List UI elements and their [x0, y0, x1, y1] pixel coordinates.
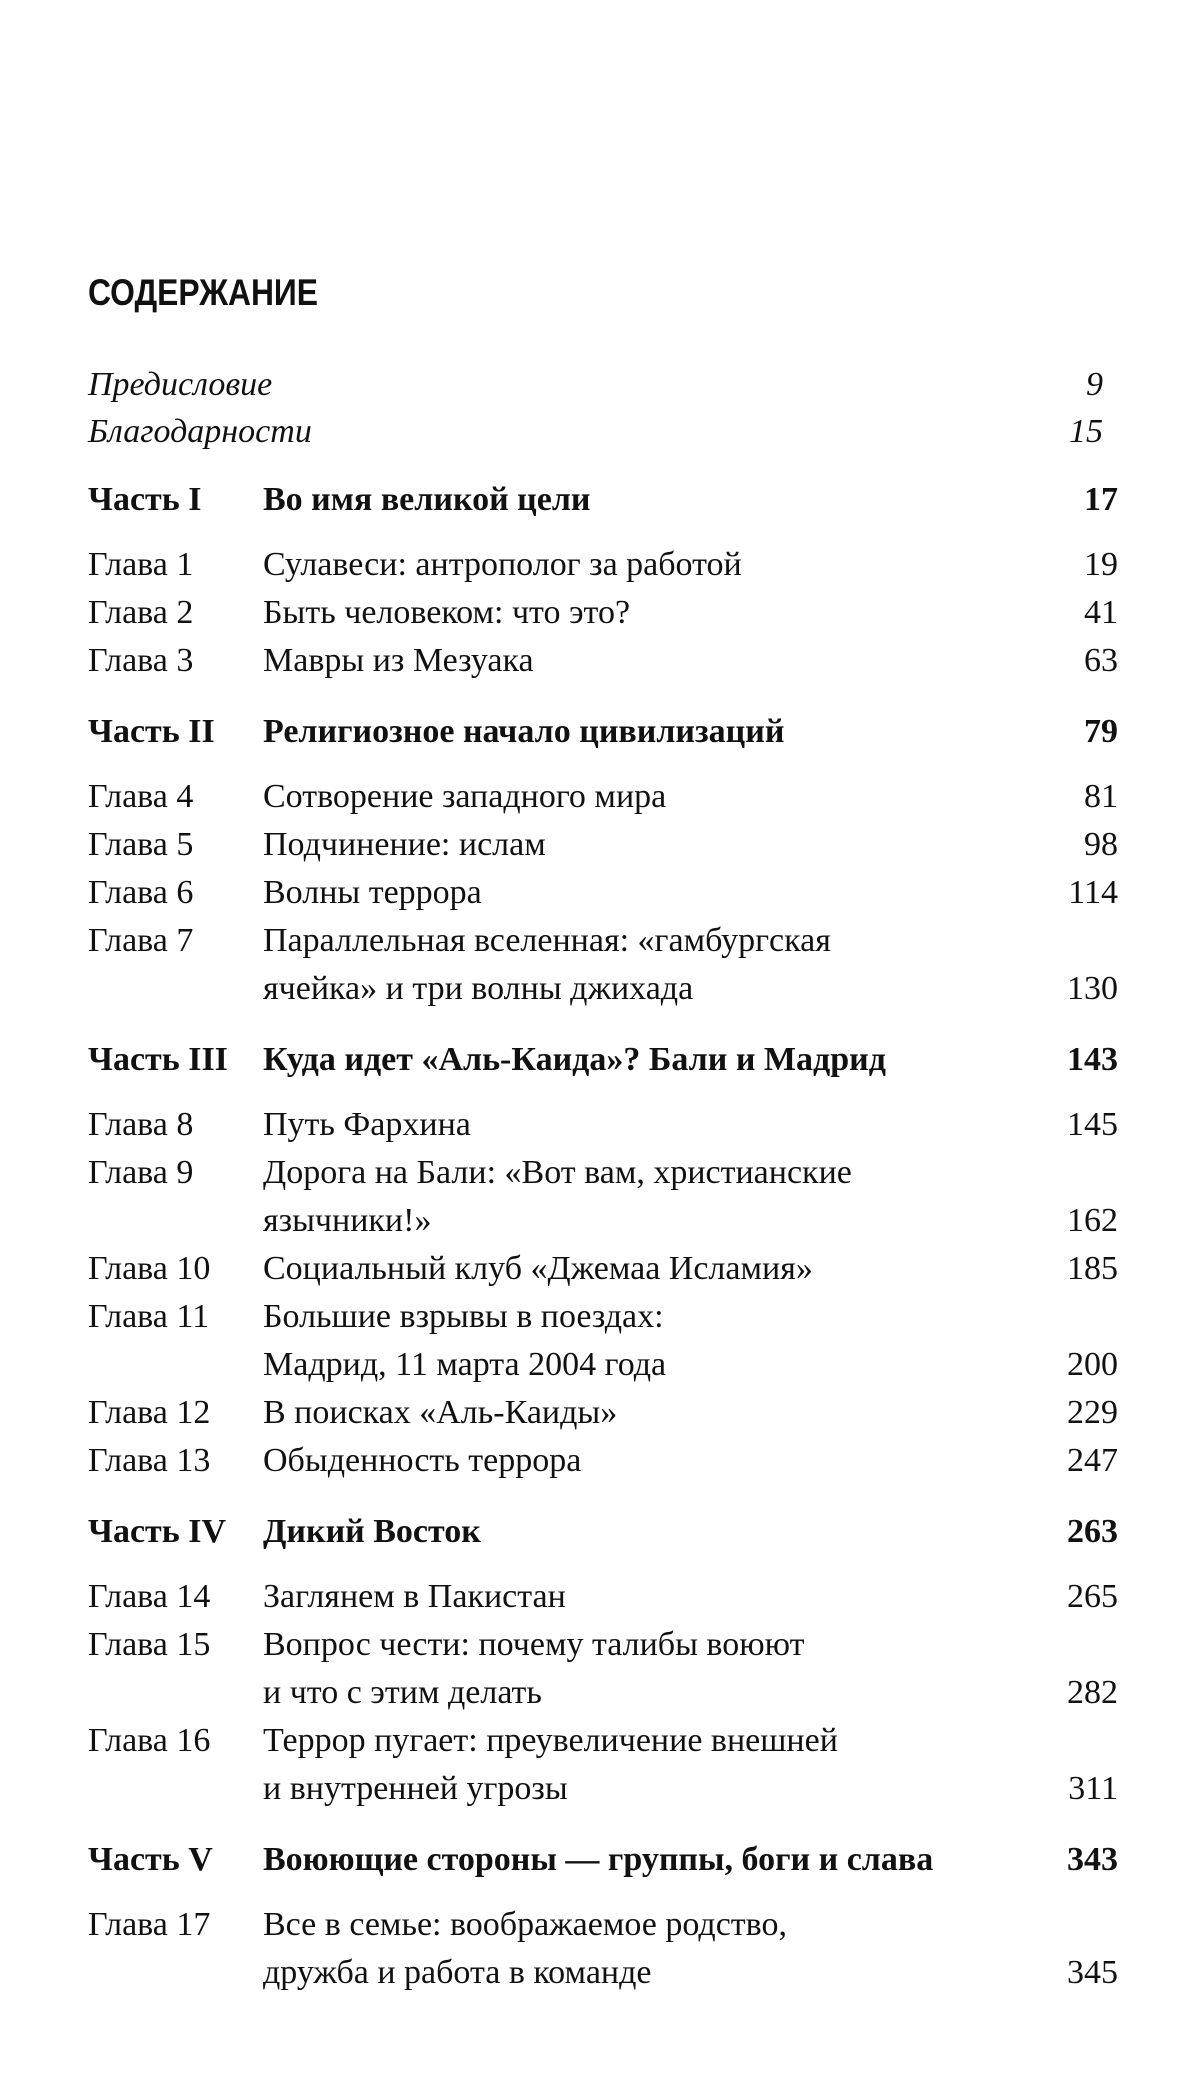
toc-part-3[interactable]	[88, 1036, 1118, 1084]
chapter-title: Сотворение западного мира	[263, 778, 667, 815]
chapter-title: Быть человеком: что это?	[263, 594, 631, 631]
chapter-title: Подчинение: ислам	[263, 826, 546, 863]
chapter-title-continued: Мадрид, 11 марта 2004 года	[263, 1346, 667, 1383]
chapter-page: 311	[1068, 1770, 1118, 1807]
chapter-page: 265	[1067, 1578, 1118, 1615]
chapter-page: 145	[1067, 1106, 1118, 1143]
chapter-title-continued: дружба и работа в команде	[263, 1954, 652, 1991]
chapter-page: 229	[1067, 1394, 1118, 1431]
toc-chapter-1[interactable]	[88, 541, 1118, 589]
chapter-title-continued: и что с этим делать	[263, 1674, 542, 1711]
toc-entry-preface[interactable]	[88, 361, 1118, 409]
chapter-page: 282	[1067, 1674, 1118, 1711]
chapter-title: В поисках «Аль-Каиды»	[263, 1394, 618, 1431]
chapter-label: Глава 6	[88, 874, 194, 911]
toc-chapter-7-continued[interactable]	[88, 965, 1118, 1013]
chapter-label: Глава 17	[88, 1906, 211, 1943]
toc-chapter-13[interactable]	[88, 1437, 1118, 1485]
toc-part-2[interactable]	[88, 708, 1118, 756]
chapter-title: Параллельная вселенная: «гамбургская	[263, 922, 831, 959]
part-label: Часть III	[88, 1041, 228, 1078]
toc-chapter-9[interactable]	[88, 1149, 1118, 1197]
toc-chapter-3[interactable]	[88, 637, 1118, 685]
chapter-page: 162	[1067, 1202, 1118, 1239]
toc-chapter-10[interactable]	[88, 1245, 1118, 1293]
chapter-title-continued: и внутренней угрозы	[263, 1770, 568, 1807]
toc-chapter-16[interactable]	[88, 1717, 1118, 1765]
chapter-title: Обыденность террора	[263, 1442, 582, 1479]
chapter-label: Глава 9	[88, 1154, 194, 1191]
part-label: Часть IV	[88, 1513, 227, 1550]
toc-chapter-12[interactable]	[88, 1389, 1118, 1437]
chapter-title: Вопрос чести: почему талибы воюют	[263, 1626, 805, 1663]
chapter-label: Глава 16	[88, 1722, 211, 1759]
chapter-title: Дорога на Бали: «Вот вам, христианские	[263, 1154, 852, 1191]
toc-chapter-14[interactable]	[88, 1573, 1118, 1621]
chapter-page: 114	[1068, 874, 1118, 911]
chapter-label: Глава 1	[88, 546, 194, 583]
chapter-label: Глава 4	[88, 778, 194, 815]
toc-chapter-16-continued[interactable]	[88, 1765, 1118, 1813]
chapter-page: 41	[1084, 594, 1118, 631]
chapter-label: Глава 3	[88, 642, 194, 679]
toc-chapter-9-continued[interactable]	[88, 1197, 1118, 1245]
chapter-page: 98	[1084, 826, 1118, 863]
entry-page: 15	[1069, 413, 1103, 450]
chapter-page: 63	[1084, 642, 1118, 679]
entry-page: 9	[1086, 366, 1103, 403]
toc-chapter-17[interactable]	[88, 1901, 1118, 1949]
entry-title: Предисловие	[88, 366, 273, 403]
toc-part-5[interactable]	[88, 1836, 1118, 1884]
chapter-title-continued: ячейка» и три волны джихада	[263, 970, 694, 1007]
chapter-title: Заглянем в Пакистан	[263, 1578, 566, 1615]
part-page: 143	[1067, 1041, 1118, 1078]
part-label: Часть I	[88, 481, 202, 518]
part-label: Часть II	[88, 713, 215, 750]
chapter-label: Глава 15	[88, 1626, 211, 1663]
toc-chapter-17-continued[interactable]	[88, 1949, 1118, 1997]
toc-chapter-11[interactable]	[88, 1293, 1118, 1341]
part-page: 343	[1067, 1841, 1118, 1878]
chapter-title: Мавры из Мезуака	[263, 642, 534, 679]
chapter-label: Глава 2	[88, 594, 194, 631]
toc-part-1[interactable]	[88, 476, 1118, 524]
chapter-page: 247	[1067, 1442, 1118, 1479]
chapter-page: 200	[1067, 1346, 1118, 1383]
toc-chapter-15-continued[interactable]	[88, 1669, 1118, 1717]
chapter-label: Глава 14	[88, 1578, 211, 1615]
toc-chapter-7[interactable]	[88, 917, 1118, 965]
part-title: Религиозное начало цивилизаций	[263, 713, 785, 750]
chapter-label: Глава 8	[88, 1106, 194, 1143]
chapter-page: 130	[1067, 970, 1118, 1007]
chapter-title: Сулавеси: антрополог за работой	[263, 546, 742, 583]
chapter-title: Террор пугает: преувеличение внешней	[263, 1722, 838, 1759]
chapter-label: Глава 11	[88, 1298, 210, 1335]
toc-chapter-8[interactable]	[88, 1101, 1118, 1149]
page-title: СОДЕРЖАНИЕ	[88, 272, 319, 313]
chapter-page: 185	[1067, 1250, 1118, 1287]
toc-entry-acknowledgements[interactable]	[88, 408, 1118, 456]
chapter-page: 19	[1084, 546, 1118, 583]
chapter-title: Все в семье: воображаемое родство,	[263, 1906, 787, 1943]
chapter-title: Волны террора	[263, 874, 482, 911]
part-page: 79	[1084, 713, 1118, 750]
toc-part-4[interactable]	[88, 1508, 1118, 1556]
chapter-title-continued: язычники!»	[263, 1202, 432, 1239]
chapter-page: 345	[1067, 1954, 1118, 1991]
chapter-title: Путь Фархина	[263, 1106, 471, 1143]
part-label: Часть V	[88, 1841, 213, 1878]
chapter-label: Глава 12	[88, 1394, 211, 1431]
chapter-label: Глава 5	[88, 826, 194, 863]
part-page: 17	[1084, 481, 1118, 518]
toc-chapter-11-continued[interactable]	[88, 1341, 1118, 1389]
chapter-label: Глава 13	[88, 1442, 211, 1479]
part-title: Дикий Восток	[263, 1513, 481, 1550]
chapter-label: Глава 7	[88, 922, 194, 959]
toc-chapter-2[interactable]	[88, 589, 1118, 637]
part-title: Во имя великой цели	[263, 481, 591, 518]
part-title: Куда идет «Аль-Каида»? Бали и Мадрид	[263, 1041, 886, 1078]
chapter-page: 81	[1084, 778, 1118, 815]
toc-chapter-5[interactable]	[88, 821, 1118, 869]
chapter-label: Глава 10	[88, 1250, 211, 1287]
part-title: Воюющие стороны — группы, боги и слава	[263, 1841, 934, 1878]
toc-chapter-15[interactable]	[88, 1621, 1118, 1669]
toc-chapter-4[interactable]	[88, 773, 1118, 821]
chapter-title: Социальный клуб «Джемаа Исламия»	[263, 1250, 813, 1287]
part-page: 263	[1067, 1513, 1118, 1550]
toc-chapter-6[interactable]	[88, 869, 1118, 917]
chapter-title: Большие взрывы в поездах:	[263, 1298, 664, 1335]
entry-title: Благодарности	[88, 413, 312, 450]
